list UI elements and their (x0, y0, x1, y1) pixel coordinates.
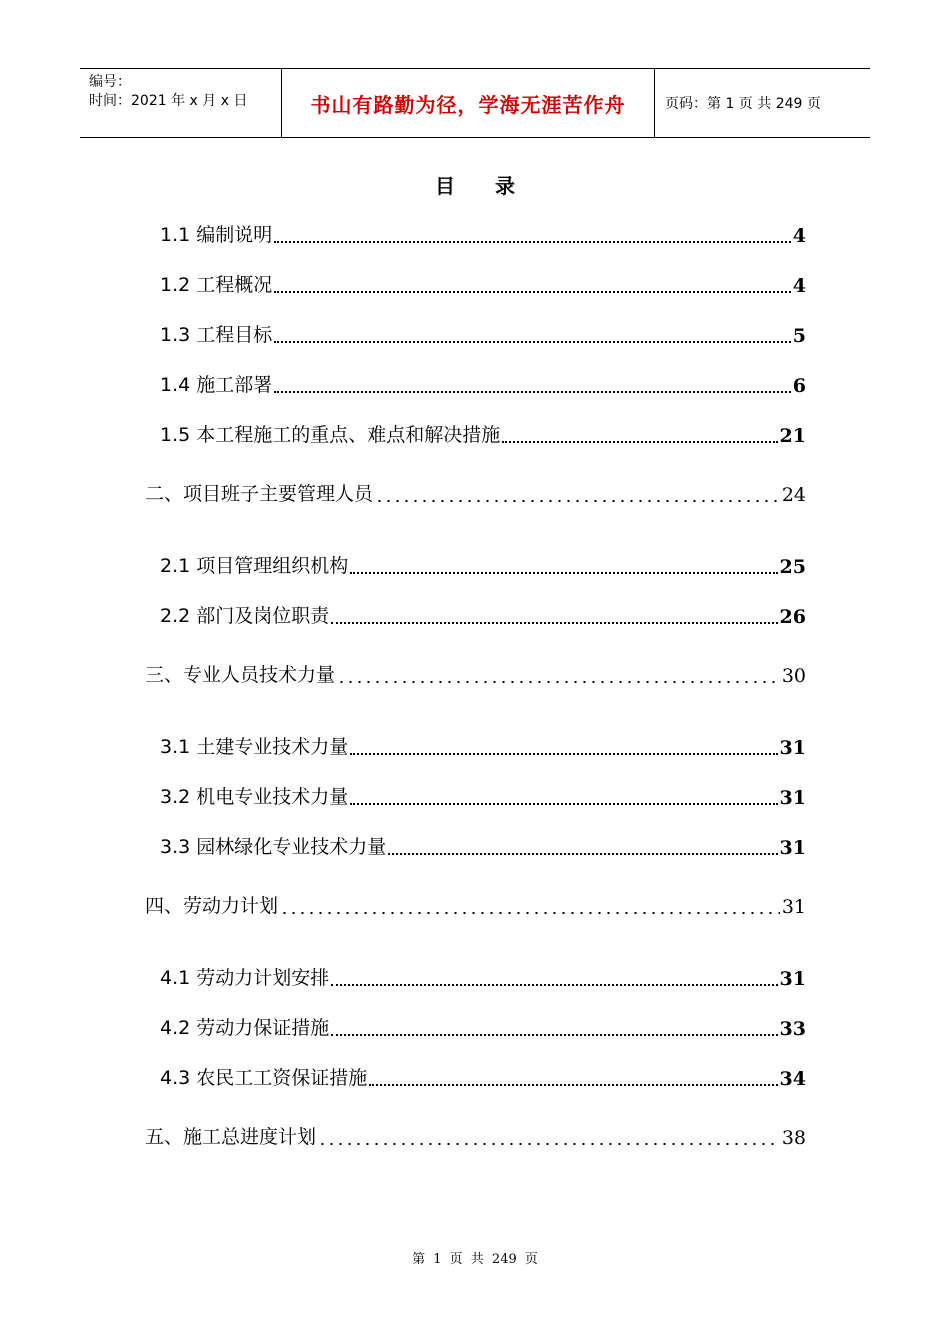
toc-dot-leader (274, 377, 791, 397)
toc-dot-leader (318, 1129, 780, 1149)
toc-entry-page: 34 (779, 1068, 806, 1090)
toc-entry-label: 五、施工总进度计划 (145, 1126, 317, 1148)
toc-entry-label: 3.3 园林绿化专业技术力量 (160, 836, 387, 858)
page-header (80, 68, 870, 138)
toc-entry-label: 3.1 土建专业技术力量 (160, 736, 349, 758)
toc-dot-leader (350, 558, 777, 578)
toc-entry-label: 二、项目班子主要管理人员 (145, 483, 374, 505)
toc-entry[interactable] (160, 1012, 806, 1040)
toc-entry-page: 30 (781, 665, 806, 687)
toc-dot-leader (274, 227, 791, 247)
toc-entry-label: 三、专业人员技术力量 (145, 664, 336, 686)
toc-dot-leader (388, 839, 777, 859)
toc-dot-leader (331, 1020, 777, 1040)
document-number-label: 编号： (89, 74, 131, 90)
toc-entry[interactable] (160, 219, 806, 247)
toc-entry-page: 31 (779, 737, 806, 759)
toc-entry-label: 4.1 劳动力计划安排 (160, 967, 330, 989)
toc-entry-label: 1.5 本工程施工的重点、难点和解决措施 (160, 424, 501, 446)
toc-entry-page: 33 (779, 1018, 806, 1040)
toc-entry[interactable] (160, 962, 806, 990)
toc-dot-leader (350, 789, 777, 809)
toc-dot-leader (502, 427, 777, 447)
toc-entry[interactable] (160, 731, 806, 759)
toc-entry[interactable] (160, 781, 806, 809)
toc-dot-leader (375, 486, 780, 506)
toc-entry-page: 38 (781, 1127, 806, 1149)
toc-dot-leader (280, 898, 780, 918)
toc-entry-page: 31 (781, 896, 806, 918)
toc-entry[interactable] (160, 419, 806, 447)
toc-entry[interactable] (160, 319, 806, 347)
toc-entry-label: 4.3 农民工工资保证措施 (160, 1067, 368, 1089)
toc-entry[interactable] (160, 1062, 806, 1090)
toc-entry-label: 4.2 劳动力保证措施 (160, 1017, 330, 1039)
toc-entry-page: 31 (779, 968, 806, 990)
toc-entry[interactable] (160, 369, 806, 397)
toc-entry[interactable] (145, 659, 806, 687)
toc-entry-page: 4 (792, 225, 806, 247)
toc-entry-label: 3.2 机电专业技术力量 (160, 786, 349, 808)
toc-entry[interactable] (145, 478, 806, 506)
header-motto: 书山有路勤为径，学海无涯苦作舟 (282, 69, 655, 137)
toc-dot-leader (350, 739, 777, 759)
toc-dot-leader (337, 667, 780, 687)
toc-entry-page: 21 (779, 425, 806, 447)
toc-dot-leader (369, 1070, 777, 1090)
toc-entry[interactable] (160, 600, 806, 628)
toc-entry-label: 1.4 施工部署 (160, 374, 273, 396)
toc-entry-label: 1.3 工程目标 (160, 324, 273, 346)
toc-entry-page: 4 (792, 275, 806, 297)
toc-dot-leader (274, 277, 791, 297)
toc-entry-label: 2.2 部门及岗位职责 (160, 605, 330, 627)
page-footer: 第 1 页 共 249 页 (412, 1252, 538, 1267)
toc-entry-label: 1.1 编制说明 (160, 224, 273, 246)
header-page-info: 页码：第 1 页 共 249 页 (665, 96, 821, 112)
toc-entry-page: 25 (779, 556, 806, 578)
header-meta (80, 69, 282, 137)
toc-title: 目录 (435, 174, 555, 198)
toc-entry-page: 31 (779, 787, 806, 809)
toc-dot-leader (331, 608, 777, 628)
toc-dot-leader (331, 970, 777, 990)
document-date-label: 时间：2021 年 x 月 x 日 (89, 93, 248, 109)
toc-entry[interactable] (145, 890, 806, 918)
toc-entry-page: 26 (779, 606, 806, 628)
toc-entry-page: 24 (781, 484, 806, 506)
toc-entry-label: 四、劳动力计划 (145, 895, 279, 917)
toc-entry-label: 2.1 项目管理组织机构 (160, 555, 349, 577)
toc-entry-label: 1.2 工程概况 (160, 274, 273, 296)
toc-entry[interactable] (145, 1121, 806, 1149)
toc-entry-page: 6 (792, 375, 806, 397)
toc-entry[interactable] (160, 269, 806, 297)
toc-dot-leader (274, 327, 791, 347)
toc-entry-page: 31 (779, 837, 806, 859)
toc-entry-page: 5 (792, 325, 806, 347)
toc-entry[interactable] (160, 831, 806, 859)
toc-entry[interactable] (160, 550, 806, 578)
